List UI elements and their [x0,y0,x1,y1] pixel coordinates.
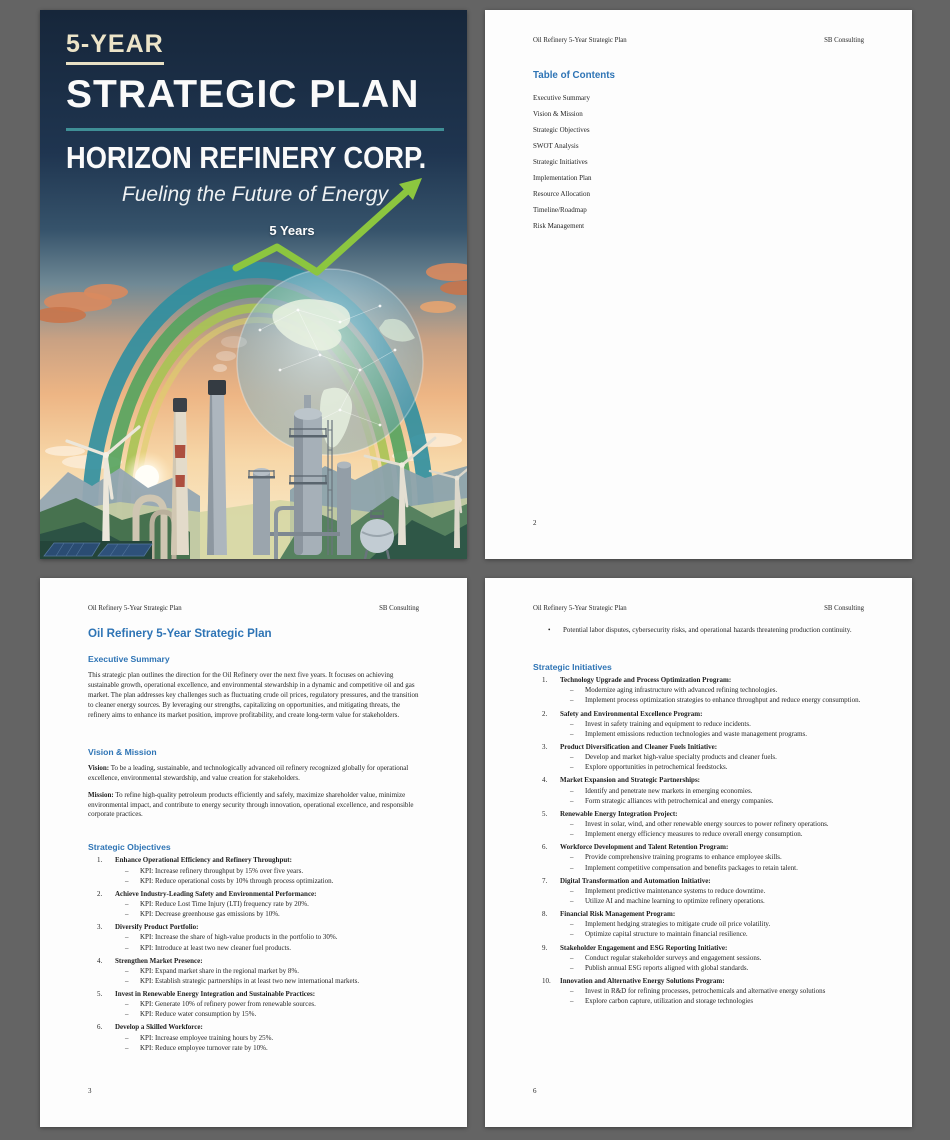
initiative-title: Market Expansion and Strategic Partnerships: [560,776,700,785]
initiative-text: Invest in safety training and equipment to reduce incidents. [585,719,751,728]
header-doc-title: Oil Refinery 5-Year Strategic Plan [533,37,627,44]
initiative-line [560,829,864,839]
cover-title-block [66,30,444,207]
initiative-line [560,786,864,796]
initiative-title: Innovation and Alternative Energy Solutions Program: [560,976,725,985]
mission-label: Mission: [88,790,114,799]
objective-title: Enhance Operational Efficiency and Refinery Throughput: [115,856,292,865]
mission-body: To refine high-quality petroleum products efficiently and safely, maximize shareholder value, minimize environmental impact, and contribute to energy security through innovation, operational excellence, and responsible corporate practices. [88,790,414,819]
item-number: 2. [542,709,548,718]
cover-tagline: Fueling the Future of Energy [121,182,389,206]
initiative-line [560,986,864,996]
kpi-text: KPI: Expand market share in the regional market by 8%. [140,966,300,975]
initiative-line [560,685,864,695]
globe-icon [237,269,423,455]
objective-item [88,889,419,919]
header-doc-title: Oil Refinery 5-Year Strategic Plan [88,605,182,612]
initiative-line [560,919,864,929]
toc-item[interactable]: Risk Management [533,222,585,230]
initiative-item [533,876,864,906]
dash-marker: – [570,853,574,862]
initiative-title: Technology Upgrade and Process Optimization Program: [560,676,732,685]
item-number: 5. [542,809,548,818]
initiative-item [533,675,864,705]
initiative-title: Stakeholder Engagement and ESG Reporting Initiative: [560,943,728,952]
initiative-line [560,953,864,963]
header-company: SB Consulting [824,37,864,44]
initiative-title: Safety and Environmental Excellence Program: [560,709,703,718]
item-number: 3. [97,923,103,932]
kpi-text: KPI: Reduce water consumption by 15%. [140,1010,257,1019]
initiative-item [533,909,864,939]
toc-item[interactable]: Vision & Mission [533,110,583,118]
cover-badge: 5 Years [269,223,315,238]
initiative-text: Modernize aging infrastructure with advanced refining technologies. [585,686,778,695]
objective-item [88,989,419,1019]
dash-marker: – [570,920,574,929]
item-number: 1. [97,856,103,865]
initiative-item [533,742,864,772]
risk-bullet [533,625,864,635]
page-number: 3 [88,1087,92,1095]
initiative-text: Provide comprehensive training programs to enhance employee skills. [585,853,782,862]
kpi-line [115,976,419,986]
dash-marker: – [570,753,574,762]
mission-text [88,791,419,821]
dash-marker: – [570,786,574,795]
dash-marker: – [125,933,129,942]
dash-marker: – [125,1010,129,1019]
kpi-text: KPI: Generate 10% of refinery power from renewable sources. [140,1000,316,1009]
cover-company: HORIZON REFINERY CORP. [66,139,427,175]
page-header [533,37,864,44]
page-exec-summary[interactable] [40,578,467,1127]
kpi-text: KPI: Reduce employee turnover rate by 10%. [140,1043,268,1052]
page-toc[interactable] [485,10,912,559]
dash-marker: – [570,763,574,772]
cover-kicker: 5-YEAR [66,30,164,65]
kpi-text: KPI: Increase employee training hours by 25%. [140,1033,274,1042]
initiative-title: Digital Transformation and Automation Initiative: [560,876,711,885]
section-heading-executive-summary: Executive Summary [88,654,170,664]
dash-marker: – [125,1033,129,1042]
item-number: 6. [542,843,548,852]
vision-label: Vision: [88,763,110,772]
header-company: SB Consulting [379,605,419,612]
initiative-title: Renewable Energy Integration Project: [560,809,678,818]
toc-item[interactable]: Strategic Initiatives [533,158,588,166]
initiative-text: Implement process optimization strategies to enhance throughput and reduce energy consumption. [585,696,861,705]
item-number: 2. [97,889,103,898]
kpi-text: KPI: Introduce at least two new cleaner fuel products. [140,943,292,952]
initiative-line [560,929,864,939]
section-heading-strategic-initiatives: Strategic Initiatives [533,662,612,673]
initiative-item [533,775,864,805]
initiative-text: Implement emissions reduction technologies and waste management programs. [585,729,807,738]
objective-title: Invest in Renewable Energy Integration and Sustainable Practices: [115,990,316,999]
dash-marker: – [125,1000,129,1009]
dash-marker: – [570,686,574,695]
initiative-text: Implement predictive maintenance systems to reduce downtime. [585,886,766,895]
dash-marker: – [125,910,129,919]
initiative-item [533,943,864,973]
initiative-item [533,809,864,839]
section-heading-strategic-objectives: Strategic Objectives [88,842,171,853]
toc-item[interactable]: SWOT Analysis [533,142,579,150]
page-header [533,605,864,612]
objective-item [88,956,419,986]
page-number: 6 [533,1087,537,1095]
toc-heading: Table of Contents [533,70,616,81]
kpi-line [115,1033,419,1043]
kpi-line [115,899,419,909]
kpi-line [115,943,419,953]
kpi-line [115,1009,419,1019]
header-doc-title: Oil Refinery 5-Year Strategic Plan [533,605,627,612]
initiative-text: Identify and penetrate new markets in emerging economies. [585,786,753,795]
objective-item [88,1022,419,1052]
objective-item [88,855,419,885]
dash-marker: – [570,930,574,939]
kpi-text: KPI: Increase refinery throughput by 15% over five years. [140,866,304,875]
initiative-text: Invest in R&D for refining processes, petrochemicals and alternative energy solutions [585,987,826,996]
kpi-text: KPI: Decrease greenhouse gas emissions by 10%. [140,910,280,919]
item-number: 7. [542,876,548,885]
initiative-item [533,709,864,739]
item-number: 6. [97,1023,103,1032]
initiative-text: Implement hedging strategies to mitigate crude oil price volatility. [585,920,771,929]
item-number: 4. [97,956,103,965]
initiative-text: Invest in solar, wind, and other renewable energy sources to power refinery operations. [585,819,829,828]
initiative-text: Explore carbon capture, utilization and storage technologies [585,997,754,1006]
section-heading-vision-mission: Vision & Mission [88,746,157,757]
initiative-item [533,976,864,1006]
dash-marker: – [125,899,129,908]
toc-item[interactable]: Strategic Objectives [533,126,590,134]
kpi-line [115,876,419,886]
dash-marker: – [570,830,574,839]
toc-item[interactable]: Executive Summary [533,94,590,102]
item-number: 9. [542,943,548,952]
item-number: 10. [542,976,551,985]
initiative-line [560,963,864,973]
objective-title: Develop a Skilled Workforce: [115,1023,203,1032]
kpi-text: KPI: Reduce Lost Time Injury (LTI) frequency rate by 20%. [140,899,309,908]
dash-marker: – [570,896,574,905]
dash-marker: – [570,863,574,872]
initiative-line [560,752,864,762]
page-strategic-initiatives[interactable] [485,578,912,1127]
kpi-line [115,932,419,942]
dash-marker: – [570,696,574,705]
initiative-line [560,896,864,906]
initiative-text: Explore opportunities in petrochemical feedstocks. [585,763,728,772]
initiative-line [560,886,864,896]
initiative-line [560,762,864,772]
initiative-line [560,796,864,806]
objective-title: Diversify Product Portfolio: [115,923,199,932]
item-number: 5. [97,990,103,999]
dash-marker: – [570,819,574,828]
dash-marker: – [570,796,574,805]
page-cover[interactable] [40,10,467,559]
toc-item[interactable]: Timeline/Roadmap [533,206,587,214]
dash-marker: – [125,976,129,985]
dash-marker: – [125,943,129,952]
page-header [88,605,419,612]
toc-item[interactable]: Implementation Plan [533,174,592,182]
initiative-title: Product Diversification and Cleaner Fuels Initiative: [560,742,718,751]
page-number: 2 [533,519,537,527]
kpi-line [115,999,419,1009]
objective-title: Achieve Industry-Leading Safety and Environmental Performance: [115,889,317,898]
vision-text [88,764,419,784]
dash-marker: – [570,963,574,972]
dash-marker: – [570,729,574,738]
solar-panel-icon [40,541,152,559]
initiative-line [560,863,864,873]
initiative-line [560,695,864,705]
dash-marker: – [570,987,574,996]
initiative-line [560,819,864,829]
dash-marker: – [570,997,574,1006]
dash-marker: – [125,876,129,885]
header-company: SB Consulting [824,605,864,612]
toc-list [533,90,864,234]
initiative-text: Optimize capital structure to maintain financial resilience. [585,930,748,939]
initiative-item [533,842,864,872]
dash-marker: – [125,1043,129,1052]
initiative-text: Utilize AI and machine learning to optimize refinery operations. [585,896,765,905]
item-number: 4. [542,776,548,785]
executive-summary-text: This strategic plan outlines the direction for the Oil Refinery over the next five years. It focuses on achieving sustainable growth, operational excellence, and environmental stewardship in a dynamic and competitive oil and gas market. The plan addresses key challenges such as fluctuating crude oil prices, regulatory pressures, and the transition to cleaner energy sources. By leveraging our strengths, capitalizing on opportunities, and mitigating threats, the refinery aims to enhance its market position, improve profitability, and create long-term value for stakeholders. [88,671,419,719]
initiatives-list [533,675,864,1006]
initiative-text: Implement energy efficiency measures to reduce overall energy consumption. [585,830,803,839]
dash-marker: – [570,719,574,728]
initiative-text: Implement competitive compensation and benefits packages to retain talent. [585,863,798,872]
kpi-line [115,909,419,919]
bullet-marker: • [548,626,551,634]
kpi-text: KPI: Reduce operational costs by 10% through process optimization. [140,876,334,885]
kpi-line [115,966,419,976]
kpi-line [115,1043,419,1053]
document-title: Oil Refinery 5-Year Strategic Plan [88,627,272,640]
initiative-text: Form strategic alliances with petrochemical and energy companies. [585,796,774,805]
vision-body: To be a leading, sustainable, and technologically advanced oil refinery recognized globally for operational excellence, environmental stewardship, and value creation for stakeholders. [88,763,409,782]
objective-title: Strengthen Market Presence: [115,956,203,965]
initiative-line [560,852,864,862]
objectives-list [88,855,419,1053]
initiative-title: Financial Risk Management Program: [560,910,676,919]
item-number: 1. [542,676,548,685]
objective-item [88,922,419,952]
item-number: 8. [542,910,548,919]
initiative-line [560,729,864,739]
initiative-title: Workforce Development and Talent Retention Program: [560,843,729,852]
initiative-text: Develop and market high-value specialty products and cleaner fuels. [585,753,777,762]
dash-marker: – [125,866,129,875]
toc-item[interactable]: Resource Allocation [533,190,590,198]
kpi-text: KPI: Establish strategic partnerships in at least two new international markets. [140,976,360,985]
initiative-text: Conduct regular stakeholder surveys and engagement sessions. [585,953,762,962]
cover-divider [66,128,444,131]
cover-title: STRATEGIC PLAN [66,73,420,116]
item-number: 3. [542,742,548,751]
initiative-line [560,719,864,729]
kpi-text: KPI: Increase the share of high-value products in the portfolio to 30%. [140,933,338,942]
risk-bullet-text: Potential labor disputes, cybersecurity risks, and operational hazards threatening production continuity. [563,626,852,634]
dash-marker: – [570,953,574,962]
kpi-line [115,866,419,876]
dash-marker: – [570,886,574,895]
initiative-line [560,996,864,1006]
initiative-text: Publish annual ESG reports aligned with global standards. [585,963,749,972]
dash-marker: – [125,966,129,975]
